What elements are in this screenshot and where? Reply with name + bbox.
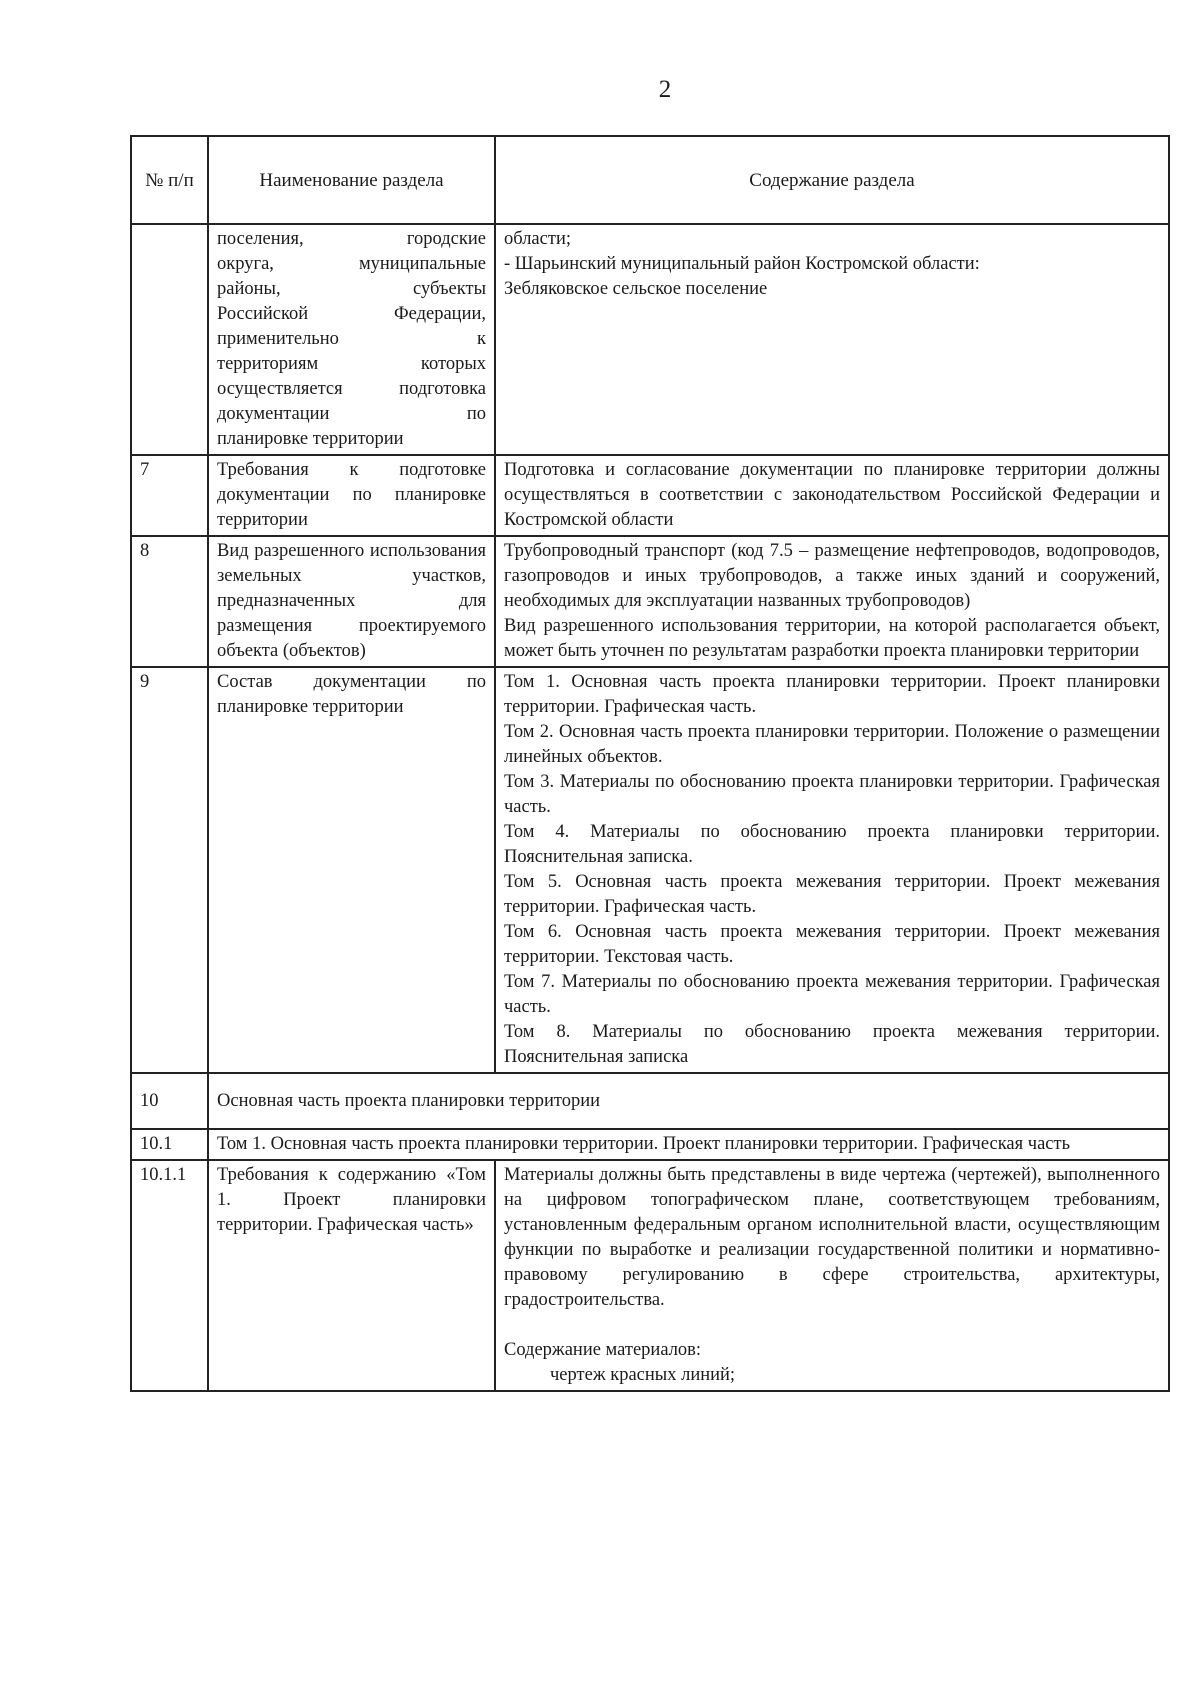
name-line: поселения, городские: [217, 229, 486, 249]
row-name: Состав документации по планировке территории: [208, 667, 495, 1073]
name-line: документации по: [217, 404, 486, 424]
content-paragraph: Трубопроводный транспорт (код 7.5 – размещение нефтепроводов, водопроводов, газопроводов и иных трубопроводов, а также иных зданий и сооружений, необходимых для эксплуатации названных трубопроводов): [504, 541, 1160, 611]
volume-item: Том 6. Основная часть проекта межевания территории. Проект межевания территории. Текстовая часть.: [504, 922, 1160, 967]
paragraph-spacer: [504, 1313, 1160, 1338]
content-heading: Содержание материалов:: [504, 1340, 702, 1360]
content-line: Зебляковское сельское поселение: [504, 279, 768, 299]
row-num: 10.1: [131, 1129, 208, 1160]
name-line: осуществляется подготовка: [217, 379, 486, 399]
table-row: [131, 536, 1169, 667]
volume-item: Том 2. Основная часть проекта планировки территории. Положение о размещении линейных объектов.: [504, 722, 1160, 767]
row-section-title: Основная часть проекта планировки территории: [208, 1073, 1169, 1129]
table-header-row: [131, 136, 1169, 224]
content-paragraph: Материалы должны быть представлены в виде чертежа (чертежей), выполненного на цифровом топографическом плане, соответствующем требованиям, установленным федеральным органом исполнительной власти, осуществляющим функции по выработке и реализации государственной политики и нормативно-правовому регулированию в сфере строительства, архитектуры, градостроительства.: [504, 1165, 1160, 1310]
content-line: - Шарьинский муниципальный район Костромской области:: [504, 254, 980, 274]
table-row: [131, 455, 1169, 536]
row-num: 8: [131, 536, 208, 667]
row-name: Требования к подготовке документации по планировке территории: [208, 455, 495, 536]
content-line: области;: [504, 229, 571, 249]
volume-item: Том 3. Материалы по обоснованию проекта планировки территории. Графическая часть.: [504, 772, 1160, 817]
row-name: Требования к содержанию «Том 1. Проект планировки территории. Графическая часть»: [208, 1160, 495, 1391]
table-row: [131, 1073, 1169, 1129]
row-content: [495, 1160, 1169, 1391]
volume-item: Том 7. Материалы по обоснованию проекта межевания территории. Графическая часть.: [504, 972, 1160, 1017]
name-line: округа, муниципальные: [217, 254, 486, 274]
header-num: № п/п: [131, 136, 208, 224]
volume-item: Том 1. Основная часть проекта планировки территории. Проект планировки территории. Графическая часть.: [504, 672, 1160, 717]
row-content: [495, 667, 1169, 1073]
name-line: Российской Федерации,: [217, 304, 486, 324]
name-line: планировке территории: [217, 429, 404, 449]
row-content: Подготовка и согласование документации по планировке территории должны осуществляться в соответствии с законодательством Российской Федерации и Костромской области: [495, 455, 1169, 536]
row-content: [495, 536, 1169, 667]
row-cont-content: [495, 224, 1169, 455]
row-num: 9: [131, 667, 208, 1073]
table-row: [131, 1160, 1169, 1391]
name-line: применительно к: [217, 329, 486, 349]
row-num: 10: [131, 1073, 208, 1129]
volume-item: Том 8. Материалы по обоснованию проекта межевания территории. Пояснительная записка: [504, 1022, 1160, 1067]
row-name: Вид разрешенного использования земельных участков, предназначенных для размещения проектируемого объекта (объектов): [208, 536, 495, 667]
row-num: 10.1.1: [131, 1160, 208, 1391]
header-name: Наименование раздела: [208, 136, 495, 224]
row-cont-name: [208, 224, 495, 455]
row-cont-num: [131, 224, 208, 455]
volume-item: Том 5. Основная часть проекта межевания территории. Проект межевания территории. Графическая часть.: [504, 872, 1160, 917]
header-content: Содержание раздела: [495, 136, 1169, 224]
page-number: 2: [658, 76, 672, 103]
table-row: [131, 1129, 1169, 1160]
name-line: территориям которых: [217, 354, 486, 374]
table-row: [131, 224, 1169, 455]
row-section-title: Том 1. Основная часть проекта планировки территории. Проект планировки территории. Графическая часть: [208, 1129, 1169, 1160]
content-paragraph: Вид разрешенного использования территории, на которой располагается объект, может быть уточнен по результатам разработки проекта планировки территории: [504, 616, 1160, 661]
table-row: [131, 667, 1169, 1073]
row-num: 7: [131, 455, 208, 536]
volume-item: Том 4. Материалы по обоснованию проекта планировки территории. Пояснительная записка.: [504, 822, 1160, 867]
name-line: районы, субъекты: [217, 279, 486, 299]
content-list-item: чертеж красных линий;: [550, 1365, 736, 1385]
section-table: [130, 135, 1170, 1392]
